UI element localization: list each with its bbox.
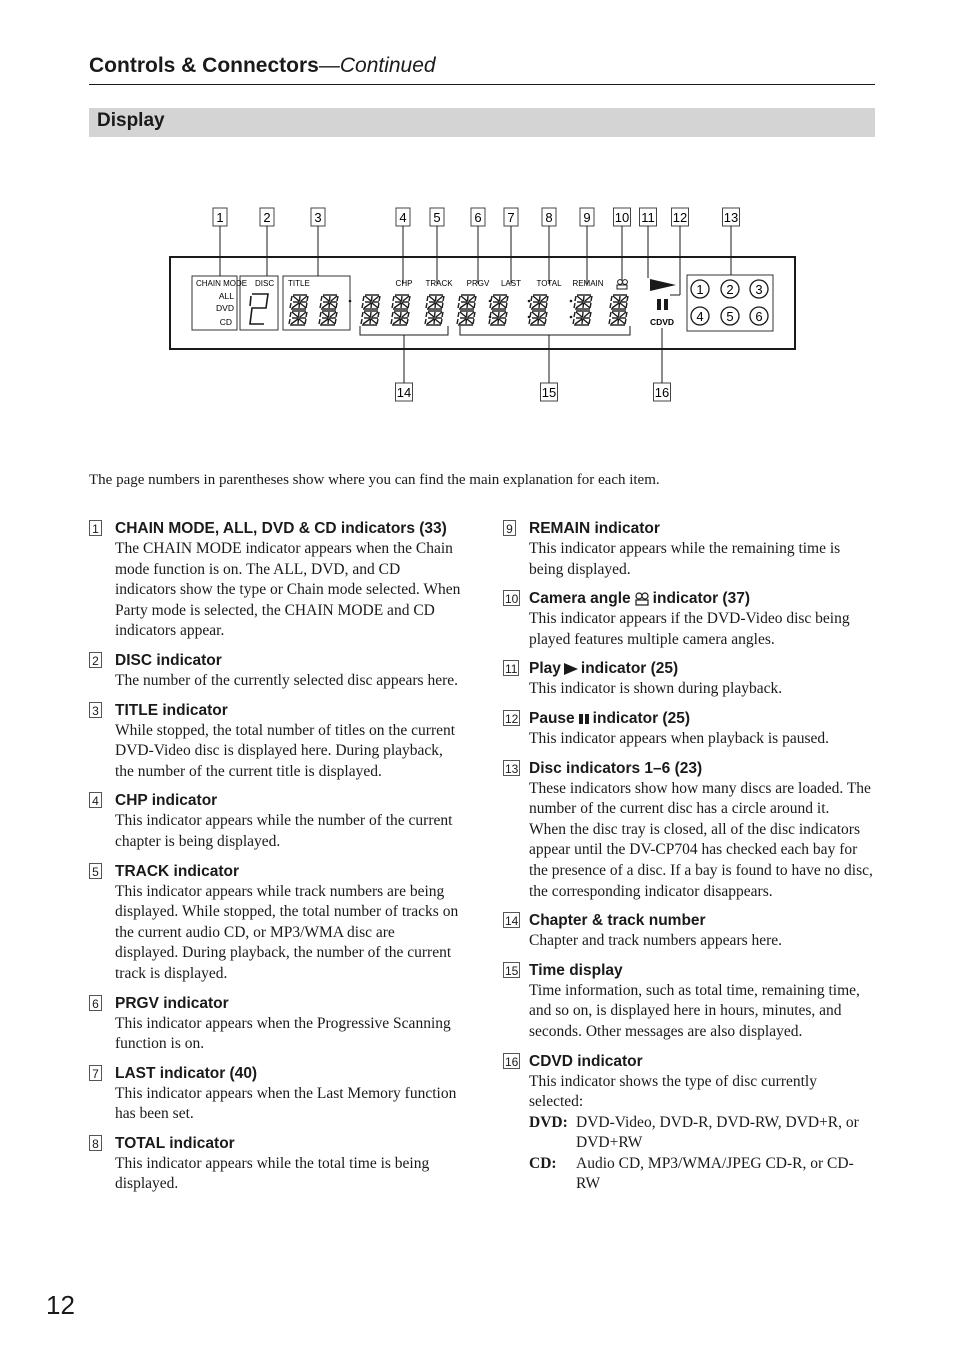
colon-dot xyxy=(489,300,492,303)
remain-label: REMAIN xyxy=(572,279,604,288)
item-description-extra: When the disc tray is closed, all of the disc indicators appear until the DV-CP704 has checked each bay for the presence of a disc. If a bay is found to have no disc, the corresponding indicator disappears. xyxy=(529,820,873,900)
track-label: TRACK xyxy=(425,279,453,288)
indicator-item-12 xyxy=(503,708,875,750)
callout-number-3: 3 xyxy=(314,210,322,225)
indicator-item-9 xyxy=(503,518,875,580)
chain-mode-label: CHAIN MODE xyxy=(196,279,248,288)
indicator-item-10 xyxy=(503,588,875,650)
segment-digit xyxy=(319,311,337,325)
item-title: DISC indicator xyxy=(115,651,222,669)
colon-dot xyxy=(349,300,352,303)
page-header xyxy=(89,54,875,85)
item-number: 11 xyxy=(505,662,518,677)
disc-indicator-number-3: 3 xyxy=(755,282,763,297)
colon-dot xyxy=(528,316,531,319)
colon-dot xyxy=(528,300,531,303)
bracket-14 xyxy=(360,326,448,335)
definition-row xyxy=(503,1113,875,1154)
pause-icon xyxy=(657,299,668,310)
item-heading xyxy=(503,518,875,539)
callout-number-9: 9 xyxy=(583,210,591,225)
disc-label: DISC xyxy=(255,279,275,288)
camera-angle-icon xyxy=(617,280,627,289)
definition-term: CD: xyxy=(529,1154,557,1172)
item-heading xyxy=(89,993,461,1014)
indicator-item-16 xyxy=(503,1051,875,1196)
definition-row xyxy=(503,1154,875,1195)
dvd-label: DVD xyxy=(216,303,234,313)
item-heading xyxy=(89,700,461,721)
indicator-item-3 xyxy=(89,700,461,783)
callout-number-1: 1 xyxy=(216,210,224,225)
item-number: 10 xyxy=(505,592,519,607)
callout-number-7: 7 xyxy=(507,210,515,225)
item-number: 12 xyxy=(505,711,519,726)
item-title-pre: Camera angle xyxy=(529,590,631,608)
indicator-item-1 xyxy=(89,518,461,642)
segment-digit xyxy=(290,295,308,309)
item-description: This indicator appears while the remaining time is being displayed. xyxy=(529,540,841,578)
callout-number-2: 2 xyxy=(263,210,271,225)
segment-digit xyxy=(425,311,443,325)
segment-digit xyxy=(489,311,507,325)
item-number: 6 xyxy=(89,995,102,1011)
display-panel xyxy=(170,226,795,383)
item-number: 1 xyxy=(89,520,102,536)
item-heading xyxy=(89,861,461,882)
item-title-post: indicator (25) xyxy=(580,660,679,678)
segment-digit xyxy=(457,311,475,325)
colon-dot xyxy=(570,300,573,303)
definition-term: DVD: xyxy=(529,1113,568,1131)
callout-number-4: 4 xyxy=(399,210,407,225)
segment-digits xyxy=(250,294,628,325)
item-title: TRACK indicator xyxy=(115,862,239,880)
item-heading xyxy=(89,790,461,811)
item-title: Time display xyxy=(529,961,623,979)
item-heading xyxy=(89,1063,461,1084)
item-title-pre: Play xyxy=(529,660,561,678)
indicator-item-15 xyxy=(503,960,875,1043)
item-number: 13 xyxy=(505,761,519,776)
left-column xyxy=(89,518,461,1203)
item-description: Time information, such as total time, remaining time, and so on, is displayed here in hours, minutes, and seconds. Other messages are also displayed. xyxy=(529,981,860,1040)
segment-digit xyxy=(320,295,338,309)
item-description: This indicator is shown during playback. xyxy=(529,680,783,698)
right-column xyxy=(503,518,875,1203)
item-number: 4 xyxy=(89,792,102,808)
segment-digit xyxy=(490,295,508,309)
item-heading xyxy=(503,960,875,981)
item-title: LAST indicator (40) xyxy=(115,1064,258,1082)
item-heading xyxy=(89,1133,461,1154)
chp-label: CHP xyxy=(395,279,413,288)
colon-dot xyxy=(570,316,573,319)
item-description: While stopped, the total number of titles on the current DVD-Video disc is displayed here. During playback, the number of the current title is displayed. xyxy=(115,721,456,780)
item-number: 14 xyxy=(505,914,519,929)
prgv-label: PRGV xyxy=(466,279,490,288)
item-number: 8 xyxy=(89,1135,102,1151)
segment-digit xyxy=(362,295,380,309)
item-description: These indicators show how many discs are loaded. The number of the current disc has a circle around it. xyxy=(529,779,871,818)
indicator-item-6 xyxy=(89,993,461,1055)
item-heading xyxy=(503,588,875,609)
item-title: CHP indicator xyxy=(115,792,218,810)
segment-digit xyxy=(573,311,591,325)
play-icon xyxy=(564,663,578,675)
callout-number-8: 8 xyxy=(545,210,553,225)
callout-number-16: 16 xyxy=(654,385,670,400)
item-description: This indicator appears while the number of the current chapter is being displayed. xyxy=(115,812,453,850)
title-label: TITLE xyxy=(288,279,310,288)
segment-digit xyxy=(361,311,379,325)
section-title: Display xyxy=(97,110,165,131)
item-number: 7 xyxy=(89,1065,102,1081)
item-title: TITLE indicator xyxy=(115,701,228,719)
last-label: LAST xyxy=(500,279,522,288)
disc-indicator-number-5: 5 xyxy=(726,309,734,324)
item-title: Chapter & track number xyxy=(529,912,706,930)
section-bar xyxy=(89,108,875,137)
item-number: 3 xyxy=(89,702,102,718)
camera-angle-icon xyxy=(634,592,650,606)
item-heading xyxy=(503,658,875,679)
disc-circles xyxy=(691,280,768,325)
item-description: This indicator appears when the Last Memory function has been set. xyxy=(115,1084,457,1123)
play-icon xyxy=(650,279,676,291)
total-label: TOTAL xyxy=(536,279,562,288)
disc-indicator-number-1: 1 xyxy=(696,282,704,297)
callout-number-13: 13 xyxy=(723,210,739,225)
header-title: Controls & Connectors xyxy=(89,54,319,77)
indicator-item-4 xyxy=(89,790,461,852)
item-number: 16 xyxy=(505,1054,519,1069)
item-description: The number of the currently selected disc appears here. xyxy=(115,671,458,689)
item-description: This indicator appears when playback is paused. xyxy=(529,729,830,747)
segment-digit xyxy=(391,311,409,325)
indicator-item-7 xyxy=(89,1063,461,1125)
cdvd-label: CDVD xyxy=(649,317,675,327)
segment-digit xyxy=(610,295,628,309)
disc-digit xyxy=(250,294,268,324)
indicator-item-8 xyxy=(89,1133,461,1195)
item-heading xyxy=(503,1051,875,1072)
item-title: Disc indicators 1–6 (23) xyxy=(529,759,703,777)
item-title: TOTAL indicator xyxy=(115,1134,235,1152)
item-description: This indicator appears if the DVD-Video disc being played features multiple camera angles. xyxy=(529,610,850,648)
segment-digit xyxy=(530,295,548,309)
all-label: ALL xyxy=(218,291,234,301)
item-description: This indicator appears while the total time is being displayed. xyxy=(115,1154,430,1193)
item-description: This indicator appears while track numbers are being displayed. While stopped, the total number of tracks on the current audio CD, or MP3/WMA disc are displayed. During playback, the number of the current track is displayed. xyxy=(115,882,459,982)
indicator-item-2 xyxy=(89,650,461,692)
disc-indicator-number-4: 4 xyxy=(696,309,704,324)
item-heading xyxy=(503,910,875,931)
pause-icon xyxy=(578,714,590,724)
item-number: 2 xyxy=(89,652,102,668)
segment-digit xyxy=(392,295,410,309)
callout-number-12: 12 xyxy=(672,210,688,225)
item-number: 5 xyxy=(89,863,102,879)
callout-number-6: 6 xyxy=(474,210,482,225)
item-title: REMAIN indicator xyxy=(529,520,660,537)
page-number: 12 xyxy=(46,1290,75,1320)
callout-number-5: 5 xyxy=(433,210,441,225)
indicator-item-5 xyxy=(89,861,461,985)
callout-number-15: 15 xyxy=(541,385,557,400)
intro-text: The page numbers in parentheses show where you can find the main explanation for each item. xyxy=(89,472,660,488)
item-description: This indicator appears when the Progressive Scanning function is on. xyxy=(115,1014,451,1053)
segment-digit xyxy=(289,311,307,325)
segment-digit xyxy=(574,295,592,309)
disc-indicator-number-6: 6 xyxy=(755,309,763,324)
item-description: This indicator shows the type of disc currently selected: xyxy=(529,1072,817,1111)
segment-digit xyxy=(458,295,476,309)
item-description: The CHAIN MODE indicator appears when the Chain mode function is on. The ALL, DVD, and CD indicators show the type or Chain mode selected. When Party mode is selected, the CHAIN MODE and CD indicators appear. xyxy=(115,540,461,640)
item-title: CDVD indicator xyxy=(529,1052,643,1070)
item-heading xyxy=(503,758,875,779)
header-continued: —Continued xyxy=(318,54,436,77)
definition-desc: DVD-Video, DVD-R, DVD-RW, DVD+R, or DVD+RW xyxy=(576,1113,859,1152)
definition-desc: Audio CD, MP3/WMA/JPEG CD-R, or CD-RW xyxy=(576,1154,854,1193)
item-heading xyxy=(89,518,461,539)
item-heading xyxy=(89,650,461,671)
callout-number-10: 10 xyxy=(614,210,630,225)
item-title: PRGV indicator xyxy=(115,994,229,1012)
item-title-post: indicator (25) xyxy=(592,709,690,727)
callout-number-11: 11 xyxy=(641,210,655,225)
callout-number-14: 14 xyxy=(396,385,412,400)
indicator-item-14 xyxy=(503,910,875,952)
colon-dot xyxy=(489,316,492,319)
item-description: Chapter and track numbers appears here. xyxy=(529,932,783,950)
segment-digit xyxy=(426,295,444,309)
indicator-item-11 xyxy=(503,658,875,700)
item-title-post: indicator (37) xyxy=(652,590,750,608)
segment-digit xyxy=(609,311,627,325)
item-number: 9 xyxy=(503,520,516,536)
bracket-15 xyxy=(460,326,630,335)
display-diagram xyxy=(160,200,810,410)
item-title: CHAIN MODE, ALL, DVD & CD indicators (33) xyxy=(115,520,447,537)
item-heading xyxy=(503,708,875,729)
cd-label: CD xyxy=(219,317,232,327)
item-number: 15 xyxy=(505,963,519,978)
segment-digit xyxy=(529,311,547,325)
disc-indicator-number-2: 2 xyxy=(726,282,734,297)
item-title-pre: Pause xyxy=(529,709,575,727)
indicator-item-13 xyxy=(503,758,875,903)
